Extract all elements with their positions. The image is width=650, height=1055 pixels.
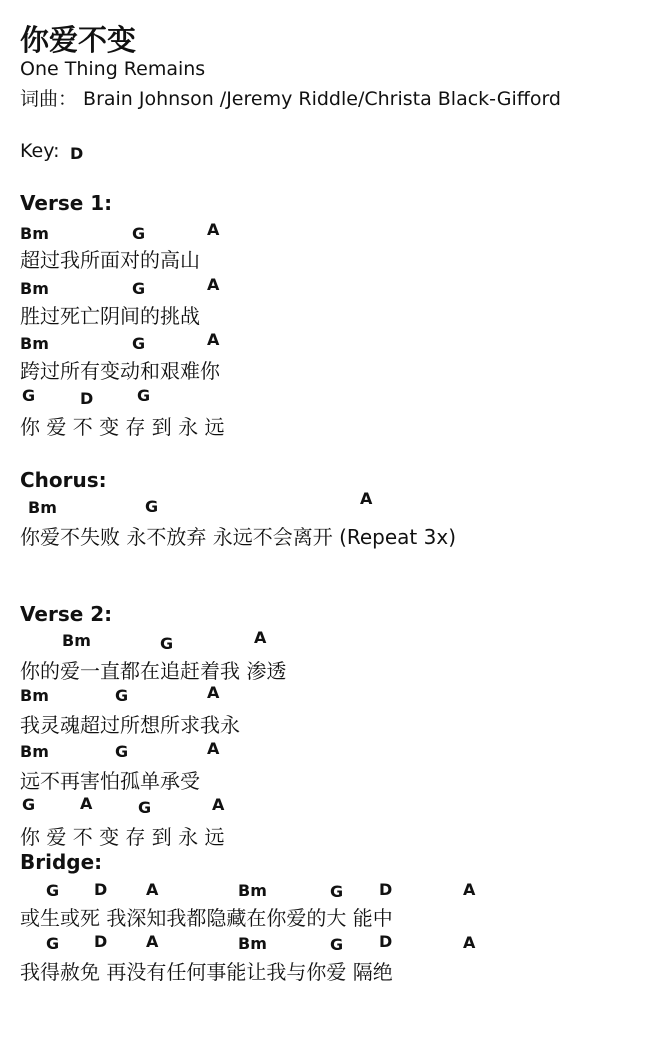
chord: A — [360, 489, 373, 508]
chord: A — [146, 932, 159, 951]
chord: A — [463, 880, 476, 899]
key-label: Key: — [20, 140, 60, 162]
chord: D — [379, 932, 393, 951]
key-value: D — [70, 144, 84, 163]
lyric-line: 或生或死 我深知我都隐藏在你爱的大 能中 — [20, 906, 393, 930]
chord: G — [145, 497, 159, 516]
chord: D — [94, 932, 108, 951]
chord: A — [80, 794, 93, 813]
chord: G — [115, 742, 129, 761]
chord: D — [80, 389, 94, 408]
chord: G — [160, 634, 174, 653]
section-heading-chorus: Chorus: — [20, 468, 107, 492]
lyric-line: 我得赦免 再没有任何事能让我与你爱 隔绝 — [20, 960, 393, 984]
lyric-line: 超过我所面对的高山 — [20, 248, 200, 272]
lyric-line: 跨过所有变动和艰难你 — [20, 359, 220, 383]
chord: A — [207, 330, 220, 349]
chord: A — [146, 880, 159, 899]
chord: Bm — [20, 742, 49, 761]
song-title: 你爱不变 — [20, 23, 137, 57]
chord: Bm — [20, 224, 49, 243]
lyric-line: 我灵魂超过所想所求我永 — [20, 713, 240, 737]
section-heading-verse-1: Verse 1: — [20, 191, 113, 215]
chord: Bm — [238, 934, 267, 953]
section-heading-verse-2: Verse 2: — [20, 602, 113, 626]
chord: A — [254, 628, 267, 647]
chord: A — [207, 739, 220, 758]
chord: A — [212, 795, 225, 814]
chord: G — [330, 935, 344, 954]
chord: G — [132, 279, 146, 298]
chord: G — [22, 386, 36, 405]
lyric-line: 你的爱一直都在追赶着我 渗透 — [20, 659, 287, 683]
chord: D — [94, 880, 108, 899]
chord: Bm — [20, 686, 49, 705]
section-heading-bridge: Bridge: — [20, 850, 103, 874]
chord: G — [137, 386, 151, 405]
chord: Bm — [28, 498, 57, 517]
chord: Bm — [20, 334, 49, 353]
song-credits: 词曲： Brain Johnson /Jeremy Riddle/Christa Black-Gifford — [20, 88, 561, 110]
lyric-line: 你爱不失败 永不放弃 永远不会离开 (Repeat 3x) — [20, 525, 456, 549]
chord: Bm — [62, 631, 91, 650]
lyric-line: 远不再害怕孤单承受 — [20, 769, 200, 793]
chord: G — [132, 334, 146, 353]
chord: A — [207, 220, 220, 239]
lyric-line: 胜过死亡阴间的挑战 — [20, 304, 200, 328]
chord: Bm — [238, 881, 267, 900]
chord: G — [46, 881, 60, 900]
chord: G — [138, 798, 152, 817]
chord: A — [207, 683, 220, 702]
chord: D — [379, 880, 393, 899]
chord: Bm — [20, 279, 49, 298]
chord: G — [132, 224, 146, 243]
chord: A — [207, 275, 220, 294]
chord: A — [463, 933, 476, 952]
chord: G — [22, 795, 36, 814]
lyric-line: 你 爱 不 变 存 到 永 远 — [20, 415, 225, 439]
lyric-line: 你 爱 不 变 存 到 永 远 — [20, 825, 225, 849]
chord: G — [46, 934, 60, 953]
song-subtitle: One Thing Remains — [20, 58, 206, 80]
chord: G — [115, 686, 129, 705]
chord: G — [330, 882, 344, 901]
